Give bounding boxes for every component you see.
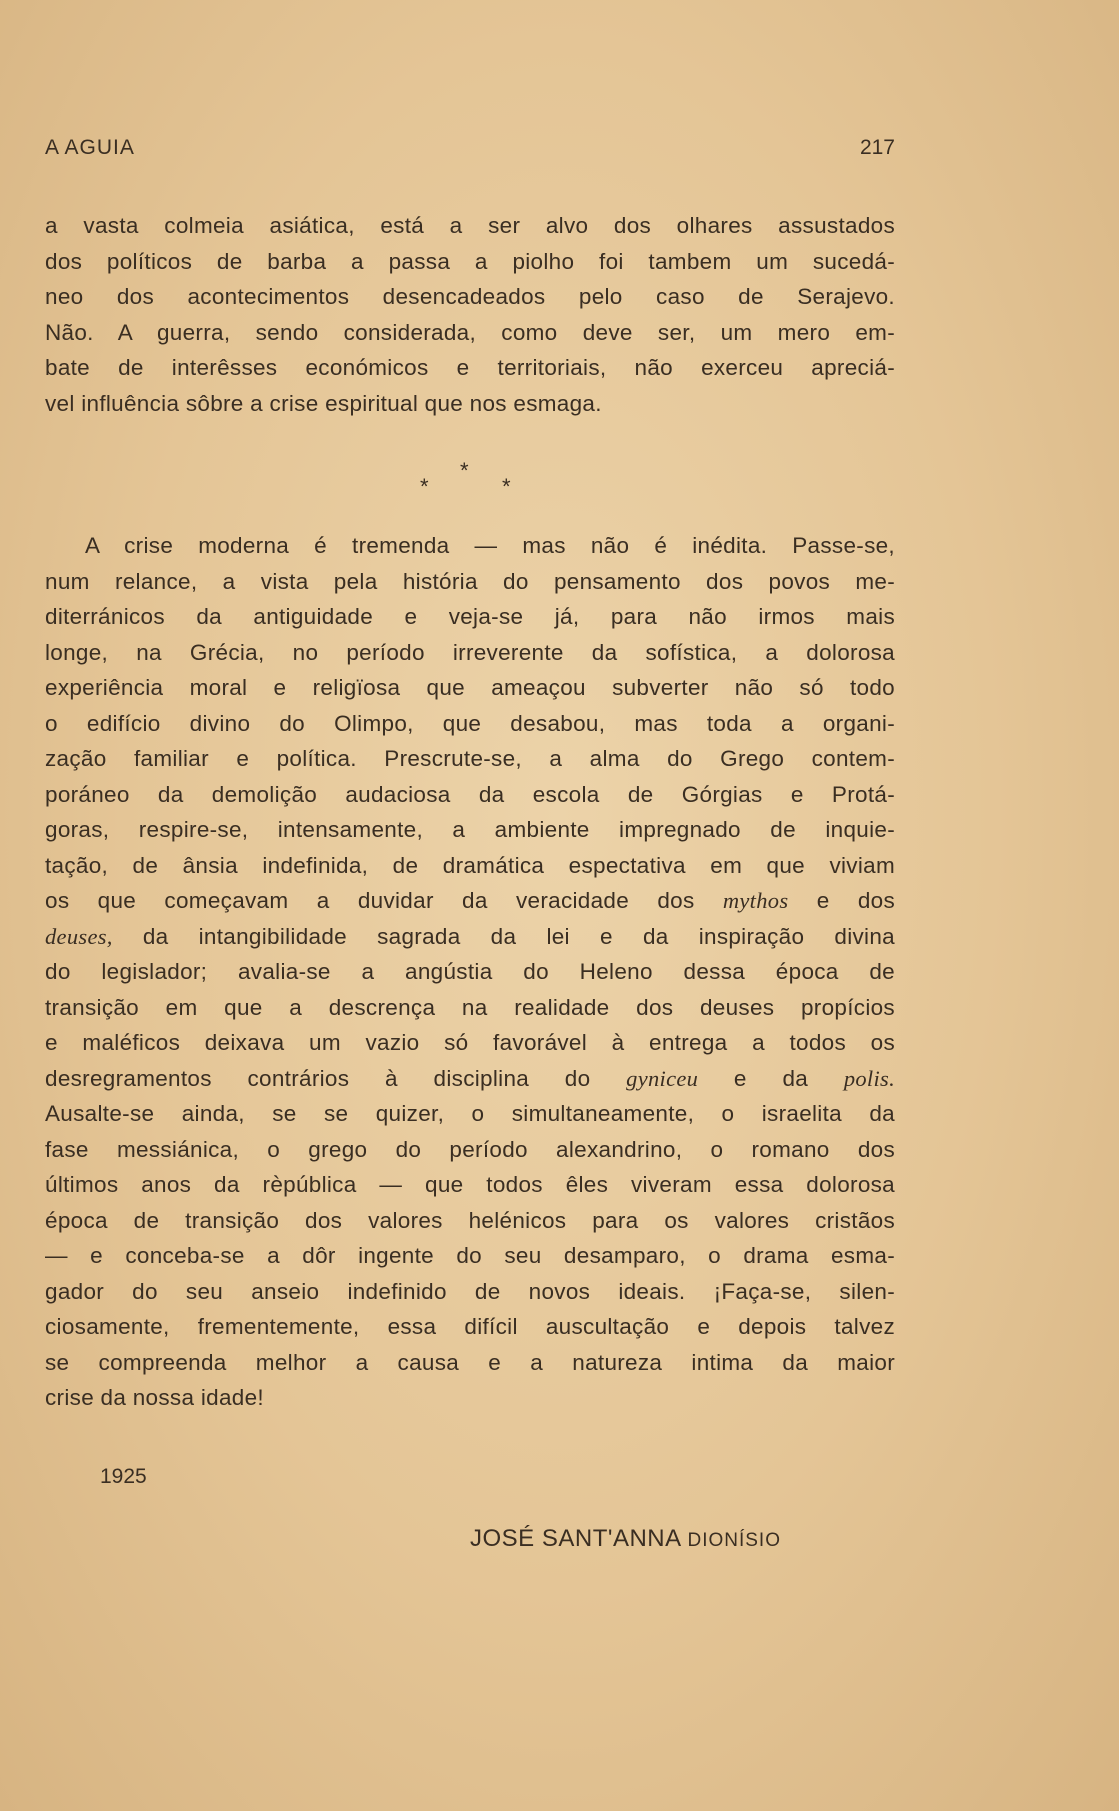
article-body xyxy=(45,208,895,1416)
italic-term: mythos xyxy=(722,888,789,913)
text-line: — e conceba-se a dôr ingente do seu desamparo, o drama esma- xyxy=(45,1243,895,1268)
text-line: vel influência sôbre a crise espiritual que nos esmaga. xyxy=(45,390,602,416)
text-line: longe, na Grécia, no período irreverente da sofística, a dolorosa xyxy=(45,639,895,665)
text-line xyxy=(45,883,895,919)
text-line xyxy=(45,1061,895,1097)
italic-term: deuses, xyxy=(45,923,113,949)
text-line: A crise moderna é tremenda — mas não é inédita. Passe-se, xyxy=(85,533,895,558)
text-run: da intangibilidade sagrada da lei e da inspiração divina xyxy=(112,923,895,949)
text-line: gador do seu anseio indefinido de novos ideais. ¡Faça-se, silen- xyxy=(45,1278,895,1304)
text-line: Não. A guerra, sendo considerada, como deve ser, um mero em- xyxy=(45,319,895,345)
asterism-star: * xyxy=(420,474,429,499)
asterism-star: * xyxy=(502,474,511,499)
text-line: ciosamente, frementemente, essa difícil auscultação e depois talvez xyxy=(45,1314,895,1339)
text-line: fase messiánica, o grego do período alexandrino, o romano dos xyxy=(45,1136,895,1162)
author-surname: DIONÍSIO xyxy=(687,1530,781,1551)
text-line: neo dos acontecimentos desencadeados pelo caso de Serajevo. xyxy=(45,284,895,309)
text-run: e da xyxy=(698,1065,844,1091)
text-run: e dos xyxy=(788,888,895,913)
text-line: se compreenda melhor a causa e a natureza intima da maior xyxy=(45,1349,895,1375)
text-line: e maléficos deixava um vazio só favorável à entrega a todos os xyxy=(45,1030,895,1055)
text-line: zação familiar e política. Prescrute-se, a alma do Grego contem- xyxy=(45,746,895,771)
paragraph-2 xyxy=(45,528,895,1416)
text-line: dos políticos de barba a passa a piolho foi tambem um sucedá- xyxy=(45,248,895,274)
italic-term: polis. xyxy=(843,1065,895,1091)
text-line: época de transição dos valores helénicos para os valores cristãos xyxy=(45,1207,895,1233)
text-line: experiência moral e religïosa que ameaçou subverter não só todo xyxy=(45,675,895,700)
text-line: poráneo da demolição audaciosa da escola de Górgias e Protá- xyxy=(45,781,895,807)
page-number: 217 xyxy=(859,136,895,159)
article-date: 1925 xyxy=(100,1465,147,1488)
text-line: o edifício divino do Olimpo, que desabou, mas toda a organi- xyxy=(45,710,895,736)
text-line: transição em que a descrença na realidade dos deuses propícios xyxy=(45,994,895,1020)
author-signature xyxy=(470,1525,781,1553)
asterism-star: * xyxy=(460,458,469,483)
text-run: desregramentos contrários à disciplina do xyxy=(45,1065,627,1091)
text-line: a vasta colmeia asiática, está a ser alvo dos olhares assustados xyxy=(45,213,895,238)
text-line: do legislador; avalia-se a angústia do Heleno dessa época de xyxy=(45,959,895,984)
text-line: bate de interêsses económicos e territoriais, não exerceu apreciá- xyxy=(45,355,895,380)
text-line: num relance, a vista pela história do pensamento dos povos me- xyxy=(45,568,895,594)
author-name: JOSÉ SANT'ANNA xyxy=(470,1525,681,1552)
text-line: tação, de ânsia indefinida, de dramática espectativa em que viviam xyxy=(45,852,895,878)
text-line: goras, respire-se, intensamente, a ambiente impregnado de inquie- xyxy=(45,817,895,842)
text-line: Ausalte-se ainda, se se quizer, o simultaneamente, o israelita da xyxy=(45,1101,895,1126)
italic-term: gyniceu xyxy=(626,1065,699,1091)
text-line: diterránicos da antiguidade e veja-se já, para não irmos mais xyxy=(45,604,895,629)
text-line xyxy=(45,919,895,955)
text-line: crise da nossa idade! xyxy=(45,1385,264,1410)
running-header xyxy=(45,136,895,168)
journal-title: A AGUIA xyxy=(45,136,135,159)
paragraph-1 xyxy=(45,208,895,421)
text-line: últimos anos da rèpública — que todos êles viveram essa dolorosa xyxy=(45,1172,895,1197)
text-run: os que começavam a duvidar da veracidade dos xyxy=(45,888,723,913)
section-asterism xyxy=(0,458,1119,518)
